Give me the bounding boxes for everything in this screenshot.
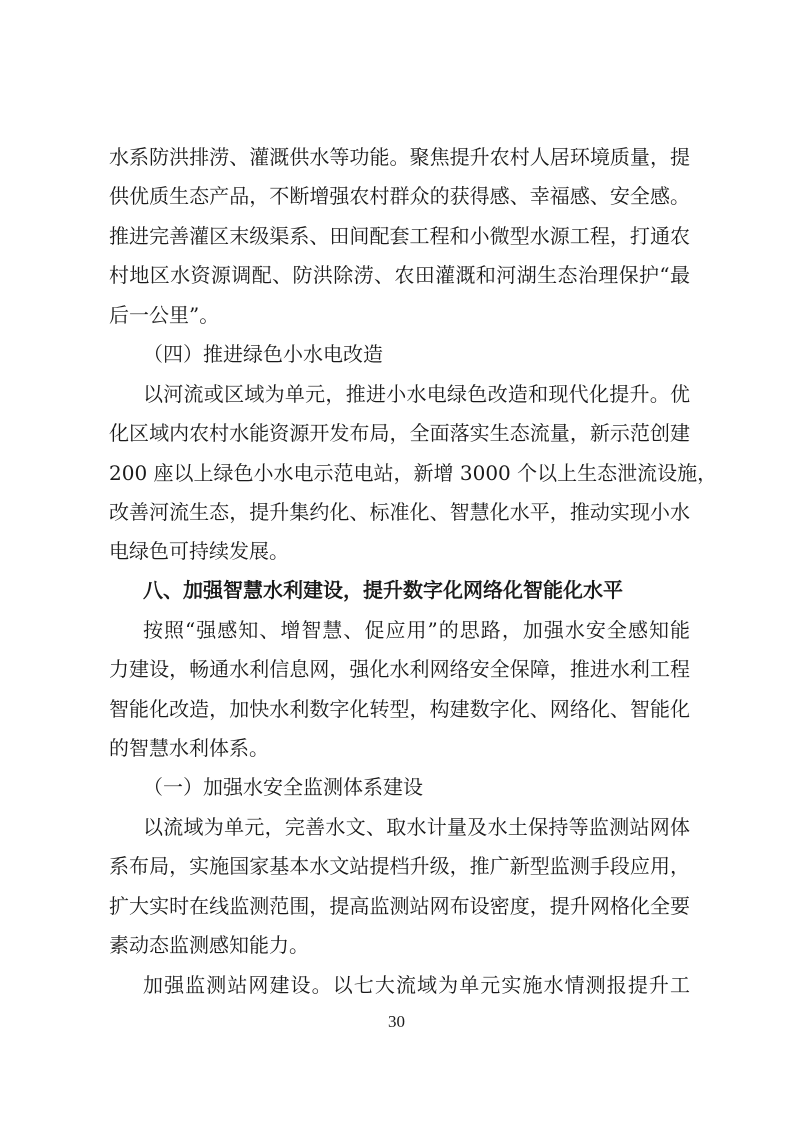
page-number: 30	[388, 1012, 405, 1031]
paragraph-line: 以流域为单元，完善水文、取水计量及水土保持等监测站网体	[143, 815, 690, 839]
paragraph-line: 供优质生态产品，不断增强农村群众的获得感、幸福感、安全感。	[109, 184, 690, 208]
subsection-heading: （四）推进绿色小水电改造	[143, 342, 383, 366]
paragraph-line: 以河流或区域为单元，推进小水电绿色改造和现代化提升。优	[143, 382, 690, 406]
paragraph-line: 推进完善灌区末级渠系、田间配套工程和小微型水源工程，打通农	[109, 224, 690, 248]
paragraph-line: 扩大实时在线监测范围，提高监测站网布设密度，提升网格化全要	[109, 894, 690, 918]
section-heading: 八、加强智慧水利建设，提升数字化网络化智能化水平	[143, 578, 623, 602]
paragraph-line: 200 座以上绿色小水电示范电站，新增 3000 个以上生态泄流设施，	[109, 461, 718, 485]
subsection-heading: （一）加强水安全监测体系建设	[143, 775, 423, 799]
paragraph-line: 加强监测站网建设。以七大流域为单元实施水情测报提升工	[143, 973, 690, 997]
paragraph-line: 素动态监测感知能力。	[109, 933, 309, 957]
paragraph-line: 改善河流生态，提升集约化、标准化、智慧化水平，推动实现小水	[109, 500, 690, 524]
paragraph-line: 按照“强感知、增智慧、促应用”的思路，加强水安全感知能	[143, 618, 690, 642]
paragraph-line: 水系防洪排涝、灌溉供水等功能。聚焦提升农村人居环境质量，提	[109, 145, 690, 169]
paragraph-line: 力建设，畅通水利信息网，强化水利网络安全保障，推进水利工程	[109, 657, 690, 681]
paragraph-line: 智能化改造，加快水利数字化转型，构建数字化、网络化、智能化	[109, 697, 690, 721]
paragraph-line: 后一公里”。	[109, 303, 220, 327]
paragraph-line: 村地区水资源调配、防洪除涝、农田灌溉和河湖生态治理保护“最	[109, 263, 690, 287]
paragraph-line: 化区域内农村水能资源开发布局，全面落实生态流量，新示范创建	[109, 421, 690, 445]
paragraph-line: 的智慧水利体系。	[109, 736, 269, 760]
paragraph-line: 系布局，实施国家基本水文站提档升级，推广新型监测手段应用，	[109, 854, 690, 878]
paragraph-line: 电绿色可持续发展。	[109, 539, 289, 563]
